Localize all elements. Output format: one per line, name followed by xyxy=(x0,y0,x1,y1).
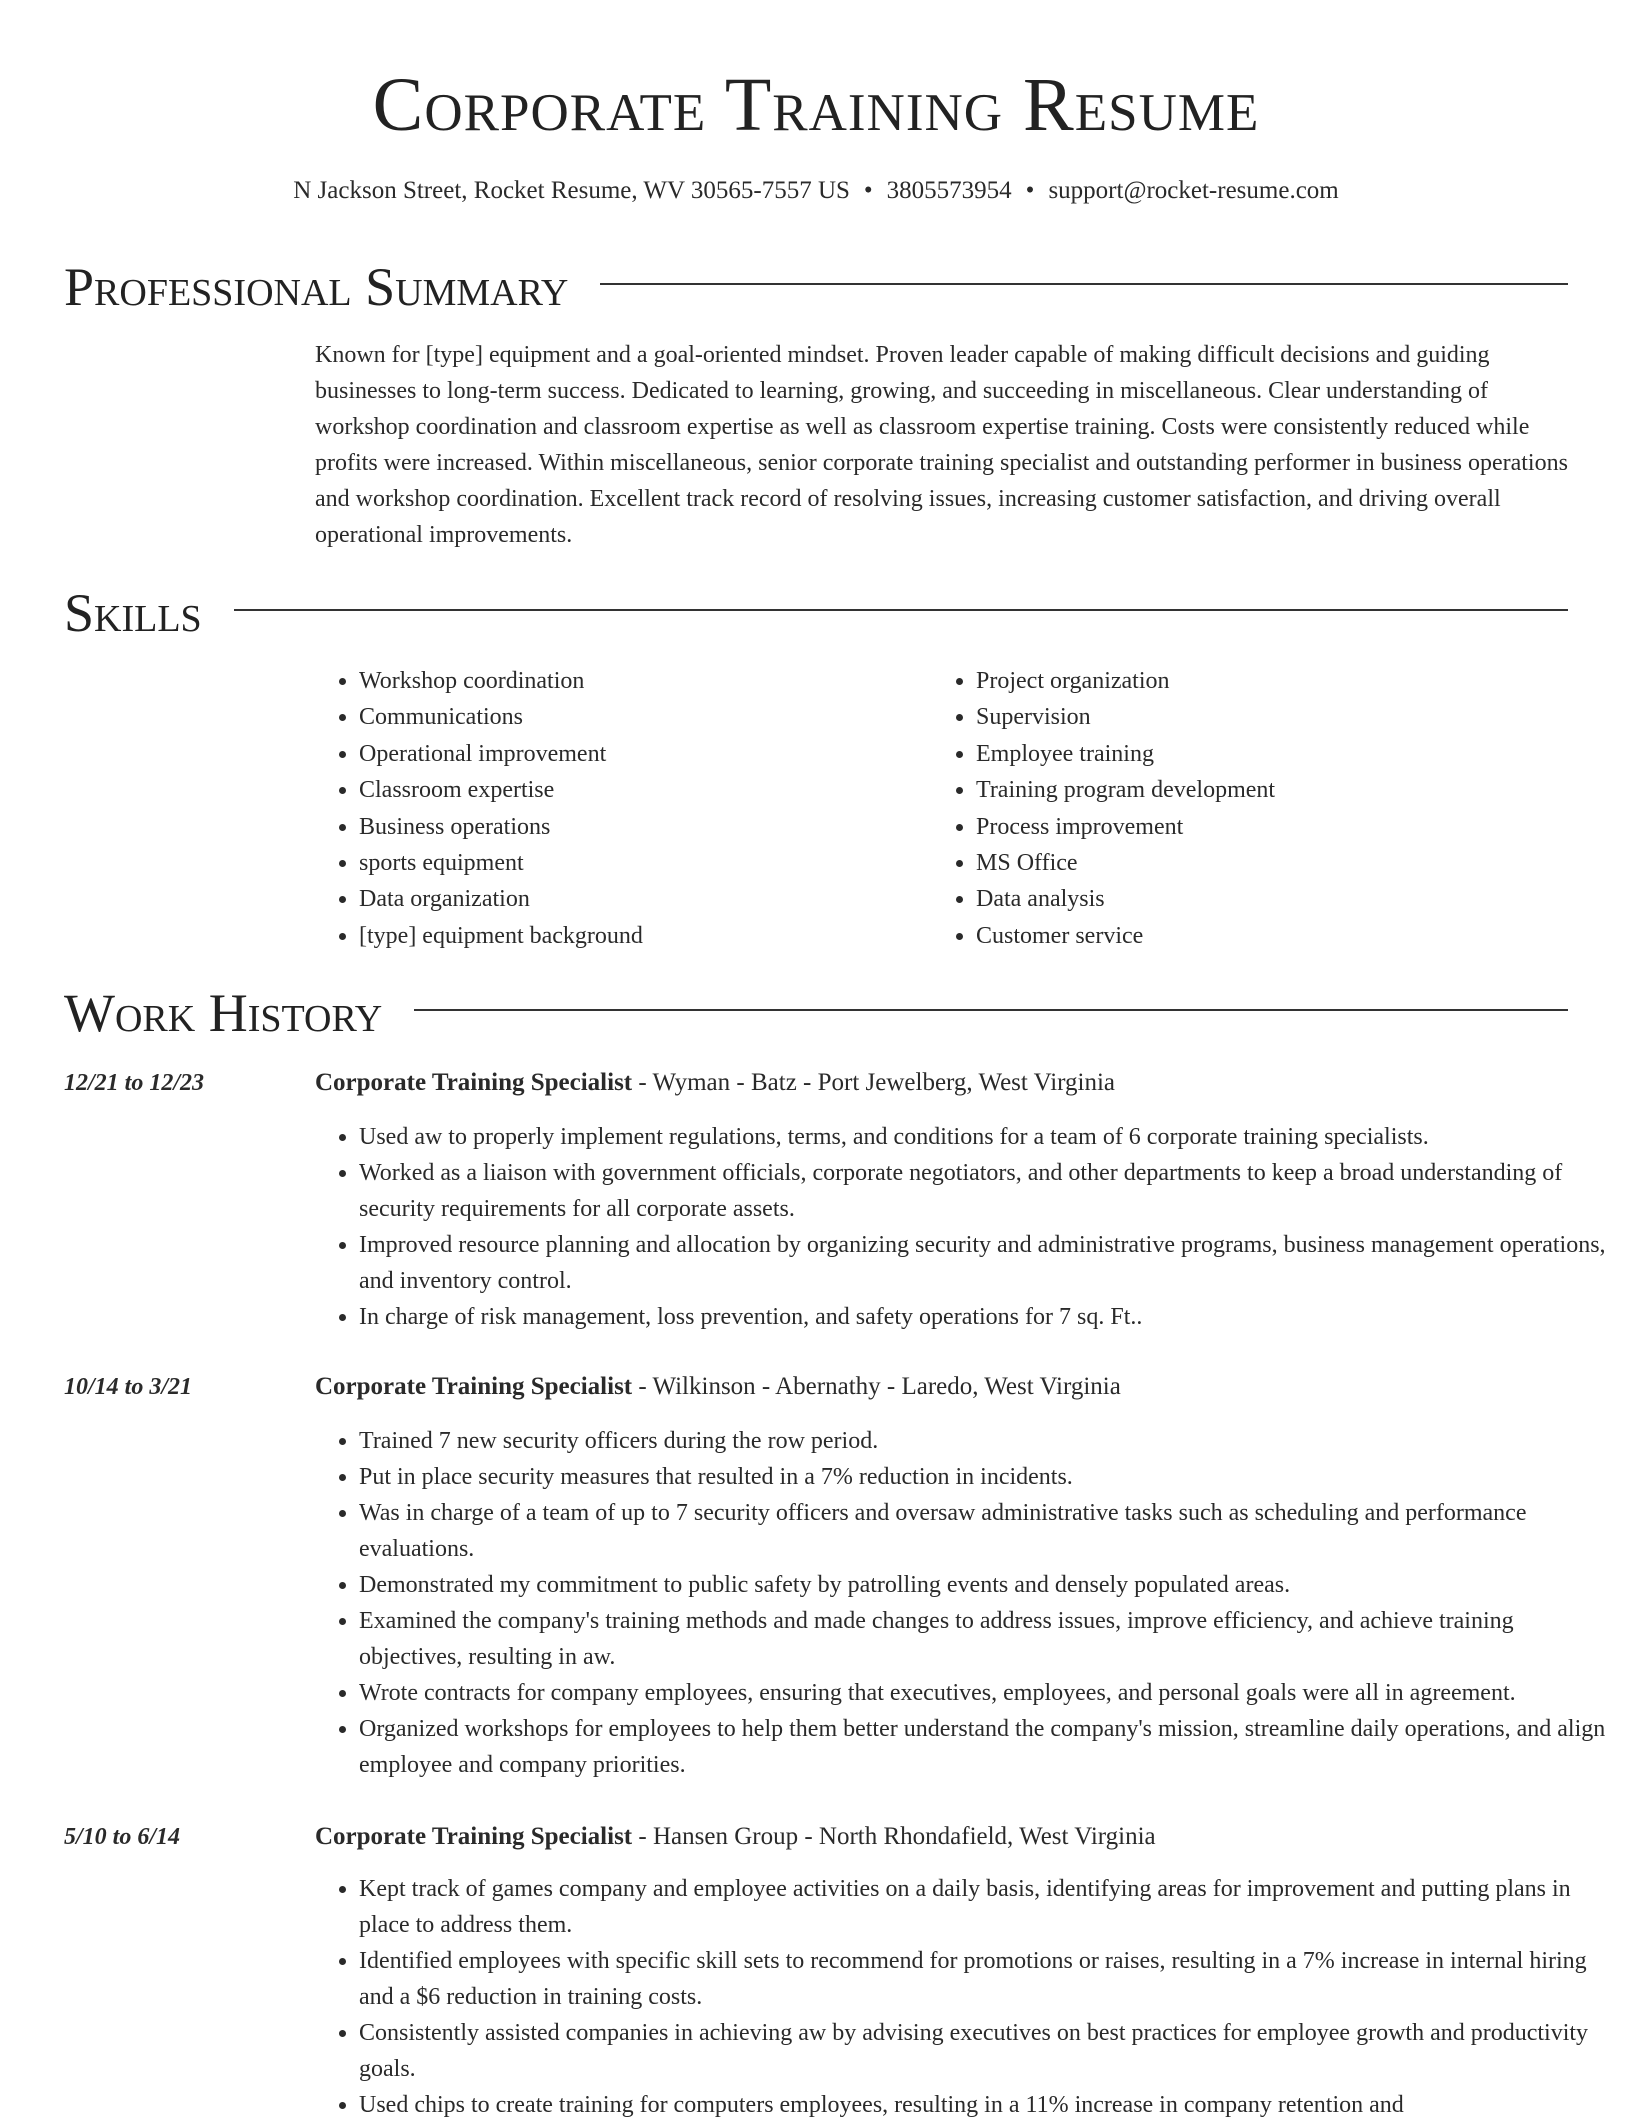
job-bullet: • Identified employees with specific skill sets to recommend for promotions or raises, resulting in a 7% increase in internal hiring and a $6 reduction in training costs. xyxy=(359,1943,1619,2015)
job-dates: 12/21 to 12/23 xyxy=(64,1070,205,1096)
contact-separator: • xyxy=(1025,177,1035,204)
job-bullet: • Demonstrated my commitment to public safety by patrolling events and densely populated areas. xyxy=(359,1567,1619,1603)
skill-item: • Communications xyxy=(359,699,643,735)
section-divider xyxy=(414,1009,1568,1011)
skill-item: • Data analysis xyxy=(976,881,1275,917)
job-bullet: • Put in place security measures that resulted in a 7% reduction in incidents. xyxy=(359,1459,1619,1495)
job-bullet: • Used aw to properly implement regulations, terms, and conditions for a team of 6 corporate training specialists. xyxy=(359,1119,1619,1155)
job-bullet: • Consistently assisted companies in achieving aw by advising executives on best practices for employee growth and productivity goals. xyxy=(359,2015,1619,2087)
resume-title: Corporate Training Resume xyxy=(372,63,1260,147)
job-bullet-list xyxy=(315,1423,1619,1783)
skill-item: • Training program development xyxy=(976,772,1275,808)
job-title: Corporate Training Specialist xyxy=(315,1069,633,1096)
skill-item: • Project organization xyxy=(976,663,1275,699)
section-divider xyxy=(600,283,1568,285)
job-bullet-list xyxy=(315,1119,1619,1335)
skill-item: • MS Office xyxy=(976,845,1275,881)
section-title-skills: Skills xyxy=(64,583,202,643)
skills-list-right xyxy=(932,663,1275,954)
contact-line xyxy=(0,174,1632,208)
skill-item: • Data organization xyxy=(359,881,643,917)
job-bullet: • Organized workshops for employees to help them better understand the company's mission, streamline daily operations, and align employee and company priorities. xyxy=(359,1711,1619,1783)
job-heading xyxy=(315,1370,1121,1404)
job-company: - Hansen Group - North Rhondafield, West Virginia xyxy=(632,1823,1156,1850)
skill-item: • Classroom expertise xyxy=(359,772,643,808)
job-heading xyxy=(315,1820,1156,1854)
job-dates: 10/14 to 3/21 xyxy=(64,1374,193,1400)
job-bullet: • Worked as a liaison with government officials, corporate negotiators, and other departments to keep a broad understanding of security requirements for all corporate assets. xyxy=(359,1155,1619,1227)
summary-text: Known for [type] equipment and a goal-oriented mindset. Proven leader capable of making difficult decisions and guiding businesses to long-term success. Dedicated to learning, growing, and succeeding in miscellaneous. Clear understanding of workshop coordination and classroom expertise as well as classroom expertise training. Costs were consistently reduced while profits were increased. Within miscellaneous, senior corporate training specialist and outstanding performer in business operations and workshop coordination. Excellent track record of resolving issues, increasing customer satisfaction, and driving overall operational improvements. xyxy=(315,342,1568,548)
job-bullet-list xyxy=(315,1871,1619,2123)
job-title: Corporate Training Specialist xyxy=(315,1373,633,1400)
section-divider xyxy=(234,609,1568,611)
skills-list-left xyxy=(315,663,643,954)
job-heading xyxy=(315,1066,1115,1100)
skill-item: • Operational improvement xyxy=(359,736,643,772)
skill-item: • sports equipment xyxy=(359,845,643,881)
job-bullet: • Wrote contracts for company employees, ensuring that executives, employees, and personal goals were all in agreement. xyxy=(359,1675,1619,1711)
job-dates: 5/10 to 6/14 xyxy=(64,1824,181,1850)
job-bullet: • Used chips to create training for computers employees, resulting in a 11% increase in company retention and xyxy=(359,2087,1619,2123)
skill-item: • [type] equipment background xyxy=(359,918,643,954)
contact-address: N Jackson Street, Rocket Resume, WV 30565-7557 US xyxy=(293,177,850,204)
job-bullet: • Was in charge of a team of up to 7 security officers and oversaw administrative tasks such as scheduling and performance evaluations. xyxy=(359,1495,1619,1567)
skill-item: • Workshop coordination xyxy=(359,663,643,699)
job-company: - Wilkinson - Abernathy - Laredo, West Virginia xyxy=(632,1373,1121,1400)
skill-item: • Customer service xyxy=(976,918,1275,954)
job-bullet: • Trained 7 new security officers during the row period. xyxy=(359,1423,1619,1459)
section-header-work-history xyxy=(64,978,1568,1048)
job-bullet: • Examined the company's training methods and made changes to address issues, improve efficiency, and achieve training objectives, resulting in aw. xyxy=(359,1603,1619,1675)
contact-separator: • xyxy=(863,177,873,204)
job-title: Corporate Training Specialist xyxy=(315,1823,633,1850)
contact-phone: 3805573954 xyxy=(886,177,1012,204)
job-company: - Wyman - Batz - Port Jewelberg, West Virginia xyxy=(632,1069,1116,1096)
section-title-work-history: Work History xyxy=(64,983,383,1043)
skill-item: • Process improvement xyxy=(976,809,1275,845)
contact-email: support@rocket-resume.com xyxy=(1048,177,1339,204)
job-bullet: • Kept track of games company and employee activities on a daily basis, identifying areas for improvement and putting plans in place to address them. xyxy=(359,1871,1619,1943)
skill-item: • Supervision xyxy=(976,699,1275,735)
job-bullet: • Improved resource planning and allocation by organizing security and administrative programs, business management operations, and inventory control. xyxy=(359,1227,1619,1299)
skill-item: • Employee training xyxy=(976,736,1275,772)
skill-item: • Business operations xyxy=(359,809,643,845)
section-title-summary: Professional Summary xyxy=(64,257,569,317)
section-header-skills xyxy=(64,578,1568,648)
job-bullet: • In charge of risk management, loss prevention, and safety operations for 7 sq. Ft.. xyxy=(359,1299,1619,1335)
section-header-summary xyxy=(64,252,1568,322)
